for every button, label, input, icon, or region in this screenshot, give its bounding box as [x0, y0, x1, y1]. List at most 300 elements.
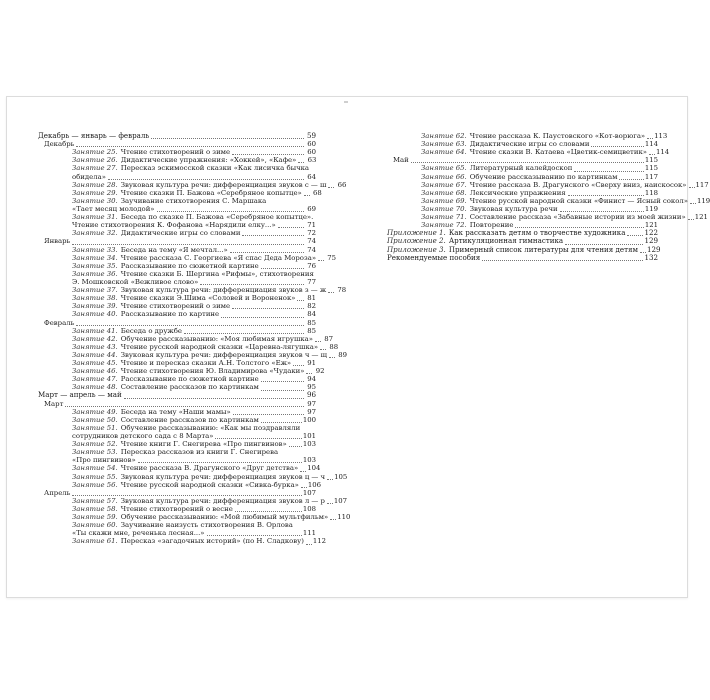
toc-leader-dots [72, 494, 301, 496]
toc-entry-title: Повторение [469, 221, 514, 230]
toc-entry-title: обидела» [72, 172, 106, 181]
toc-entry-title: Чтение рассказа С. Георгиева «Я спас Деда Мороза» [120, 253, 317, 262]
toc-page-number: 88 [329, 342, 339, 351]
toc-entry-title: Чтение рассказа К. Паустовского «Кот-ворюга» [469, 131, 646, 140]
toc-leader-dots [215, 437, 301, 439]
toc-entry [38, 213, 316, 221]
toc-page-number: 68 [312, 188, 322, 197]
toc-entry [38, 205, 316, 213]
toc-leader-dots [233, 413, 304, 415]
toc-page-number: 85 [307, 318, 316, 327]
toc-entry-number: Занятие 42. [72, 334, 118, 343]
toc-entry [387, 156, 658, 164]
toc-entry-number: Занятие 65. [421, 164, 467, 173]
toc-page-number: 115 [644, 164, 658, 173]
toc-leader-dots [221, 316, 304, 318]
toc-entry [38, 334, 334, 343]
toc-entry-title: Пересказ «загадочных историй» (по Н. Сладкову) [120, 537, 304, 546]
toc-entry-title: Чтение стихотворений о зиме [120, 148, 231, 157]
toc-entry [38, 302, 316, 310]
toc-left-column [38, 130, 351, 546]
toc-entry [387, 140, 658, 148]
toc-page-number: 111 [302, 529, 316, 538]
toc-page-number: 74 [307, 237, 316, 246]
toc-entry [38, 400, 316, 408]
toc-entry-number: Занятие 54. [72, 464, 118, 473]
toc-leader-dots [108, 178, 304, 180]
toc-page-number: 121 [644, 221, 658, 230]
toc-entry [38, 408, 316, 416]
toc-entry [38, 180, 347, 189]
toc-entry [38, 521, 316, 529]
toc-page-number: 74 [307, 245, 316, 254]
toc-entry-title: Чтение сказки В. Катаева «Цветик-семицветик» [469, 148, 647, 157]
toc-entry-title: Обучение рассказыванию: «Как мы поздравляли [120, 423, 301, 432]
toc-leader-dots [591, 145, 643, 147]
toc-leader-dots [76, 324, 304, 326]
toc-entry-number: Занятие 62. [421, 131, 467, 140]
toc-page-number: 110 [337, 513, 351, 522]
toc-entry-number: Занятие 43. [72, 342, 118, 351]
toc-entry-title: Беседа по сказке П. Бажова «Серебряное копытце». [120, 213, 314, 222]
toc-page-number: 91 [307, 359, 316, 368]
toc-entry-title: Чтение стихотворения Ю. Владимирова «Чудаки» [120, 367, 305, 376]
toc-entry-number: Занятие 44. [72, 350, 118, 359]
toc-entry [38, 489, 316, 497]
toc-entry-title: Э. Мошковской «Вежливое слово» [72, 277, 199, 286]
toc-page-number: 60 [307, 140, 316, 149]
toc-entry-title: Звуковая культура речи: дифференциация звуков л — р [120, 496, 325, 505]
toc-leader-dots [568, 194, 644, 196]
toc-entry-number: Занятие 26. [72, 156, 118, 165]
toc-leader-dots [261, 267, 304, 269]
toc-entry [38, 440, 316, 448]
toc-leader-dots [560, 210, 644, 212]
toc-entry [38, 375, 316, 383]
toc-leader-dots [232, 153, 304, 155]
toc-entry-number: Занятие 48. [72, 383, 118, 392]
toc-entry [38, 286, 347, 295]
toc-entry-title: Звуковая культура речи: дифференциация звуков ч — щ [120, 350, 328, 359]
toc-entry-number: Занятие 32. [72, 229, 118, 238]
toc-right-column [387, 131, 710, 262]
toc-entry [38, 164, 316, 172]
toc-entry-title: Лексические упражнения [469, 188, 566, 197]
toc-page-number: 63 [307, 156, 317, 165]
toc-entry [38, 392, 316, 400]
toc-entry [38, 496, 348, 505]
toc-page-number: 119 [696, 196, 710, 205]
toc-page-number: 104 [307, 464, 321, 473]
toc-leader-dots [482, 259, 643, 261]
toc-page-number: 71 [307, 221, 316, 230]
toc-entry-number: Занятие 51. [72, 423, 118, 432]
toc-page-number: 117 [644, 172, 658, 181]
toc-entry [38, 537, 327, 546]
toc-leader-dots [689, 186, 695, 188]
toc-page-number: 121 [694, 213, 708, 222]
toc-entry [387, 254, 658, 262]
toc-entry-number: Занятие 63. [421, 140, 467, 149]
toc-entry-title: «Ты скажи мне, реченька лесная...» [72, 529, 205, 538]
toc-entry-title: Беседа о дружбе [120, 326, 182, 335]
toc-entry-title: Декабрь [44, 140, 75, 149]
toc-entry [38, 253, 337, 262]
toc-entry [387, 189, 658, 197]
toc-entry-title: Рассказывание по картине [120, 310, 220, 319]
page-top-marker [344, 101, 348, 103]
toc-entry [38, 416, 316, 424]
toc-leader-dots [619, 178, 643, 180]
toc-entry-title: Чтение стихотворений о весне [120, 505, 233, 514]
toc-entry-number: Занятие 31. [72, 213, 118, 222]
toc-page-number: 89 [338, 350, 348, 359]
toc-entry-number: Занятие 72. [421, 221, 467, 230]
toc-entry-number: Занятие 71. [421, 213, 467, 222]
toc-entry-number: Занятие 68. [421, 188, 467, 197]
toc-page-number: 107 [302, 488, 316, 497]
toc-leader-dots [200, 283, 304, 285]
toc-entry-number: Занятие 58. [72, 505, 118, 514]
toc-page-number: 60 [307, 148, 316, 157]
toc-page-number: 72 [307, 229, 316, 238]
toc-entry [38, 156, 316, 164]
toc-entry-title: Апрель [44, 488, 71, 497]
toc-entry [38, 278, 316, 286]
toc-leader-dots [647, 137, 653, 139]
toc-entry-title: Чтение русской народной сказки «Сивка-бурка» [120, 480, 299, 489]
toc-entry [38, 342, 339, 351]
toc-entry-title: Как рассказать детям о творчестве художника [448, 228, 626, 238]
toc-entry [38, 480, 322, 489]
toc-page-number: 94 [307, 375, 316, 384]
toc-page-number: 117 [695, 180, 709, 189]
toc-page-number: 114 [655, 148, 670, 157]
toc-leader-dots [261, 380, 304, 382]
toc-leader-dots [327, 502, 333, 504]
toc-entry-number: Занятие 39. [72, 302, 118, 311]
toc-entry-number: Занятие 36. [72, 269, 118, 278]
toc-entry [38, 513, 351, 522]
toc-entry-title: «Про пингвинов» [72, 456, 136, 465]
toc-entry-title: Обучение рассказыванию: «Мой любимый мультфильм» [120, 513, 329, 522]
toc-entry [38, 432, 316, 440]
toc-entry [38, 456, 316, 464]
toc-entry [387, 196, 710, 205]
toc-page-number: 81 [307, 294, 316, 303]
toc-entry [38, 132, 316, 140]
toc-entry [387, 205, 658, 213]
toc-leader-dots [411, 161, 644, 163]
toc-leader-dots [293, 364, 304, 366]
toc-entry-number: Занятие 69. [421, 196, 467, 205]
toc-entry [38, 294, 316, 302]
toc-entry-title: Звуковая культура речи: дифференциация звуков ц — ч [120, 472, 326, 481]
toc-page-number: 66 [337, 180, 347, 189]
toc-entry-title: Чтение сказки Э.Шима «Соловей и Вороненок» [120, 294, 296, 303]
toc-entry [387, 180, 709, 189]
toc-leader-dots [138, 461, 302, 463]
toc-entry-title: Составление рассказов по картинкам [120, 383, 259, 392]
toc-entry [38, 359, 316, 367]
toc-entry-number: Занятие 50. [72, 415, 118, 424]
toc-entry [387, 131, 668, 140]
toc-entry-number: Занятие 33. [72, 245, 118, 254]
toc-leader-dots [261, 421, 302, 423]
toc-leader-dots [329, 356, 335, 358]
toc-entry-title: Январь [44, 237, 71, 246]
toc-entry-title: Дидактические упражнения: «Хоккей», «Кафе» [120, 156, 297, 165]
toc-entry-title: Звуковая культура речи: дифференциация звуков с — ш [120, 180, 327, 189]
toc-leader-dots [157, 210, 305, 212]
toc-page-number: 95 [307, 383, 316, 392]
toc-entry-number: Занятие 45. [72, 359, 118, 368]
toc-entry-title: Заучивание стихотворения С. Маршака [120, 196, 267, 205]
toc-entry-title: Чтение стихотворения К. Фофанова «Нарядили елку...» [72, 221, 276, 230]
toc-page-number: 69 [307, 204, 316, 213]
toc-leader-dots [232, 307, 304, 309]
toc-leader-dots [301, 486, 307, 488]
toc-entry-number: Занятие 30. [72, 196, 118, 205]
toc-entry-title: Чтение рассказа В. Драгунского «Сверху вниз, наискосок» [469, 180, 687, 189]
toc-leader-dots [242, 234, 304, 236]
toc-entry-number: Занятие 60. [72, 521, 118, 530]
toc-page-number: 113 [654, 131, 668, 140]
toc-entry [38, 229, 316, 237]
toc-entry-number: Занятие 66. [421, 172, 467, 181]
toc-entry-title: Чтение сказки Б. Шергина «Рифмы», стихотворения [120, 269, 314, 278]
toc-entry-title: Март — апрель — май [38, 390, 122, 400]
toc-leader-dots [261, 389, 304, 391]
toc-entry-title: «Тает месяц молодой» [72, 204, 155, 213]
toc-page-number: 118 [644, 188, 658, 197]
toc-entry-title: Литературный калейдоскоп [469, 164, 573, 173]
toc-entry-number: Занятие 55. [72, 472, 118, 481]
toc-leader-dots [278, 226, 304, 228]
toc-entry [38, 148, 316, 156]
toc-page-number: 92 [315, 367, 325, 376]
toc-entry-title: Беседа на тему «Я мечтал...» [120, 245, 228, 254]
toc-leader-dots [690, 202, 696, 204]
toc-leader-dots [72, 243, 304, 245]
toc-entry-number: Занятие 27. [72, 164, 118, 173]
toc-entry [38, 529, 316, 537]
toc-entry-number: Занятие 52. [72, 440, 118, 449]
toc-leader-dots [328, 186, 334, 188]
toc-entry-title: Составление рассказов по картинкам [120, 415, 259, 424]
toc-entry [38, 327, 316, 335]
toc-entry-title: Заучивание наизусть стихотворения В. Орлова [120, 521, 293, 530]
toc-leader-dots [65, 405, 304, 407]
toc-entry [38, 173, 316, 181]
toc-entry-title: Составление рассказа «Забавные истории из моей жизни» [469, 213, 686, 222]
toc-page-number: 115 [644, 156, 658, 165]
toc-entry-number: Занятие 53. [72, 448, 118, 457]
toc-entry [38, 237, 316, 245]
toc-page-number: 64 [307, 172, 316, 181]
toc-page-number: 108 [302, 505, 316, 514]
toc-entry [387, 148, 670, 157]
toc-entry [387, 213, 708, 222]
toc-leader-dots [574, 170, 643, 172]
toc-leader-dots [151, 137, 304, 139]
toc-entry-number: Занятие 64. [421, 148, 467, 157]
toc-entry-title: Звуковая культура речи [469, 204, 558, 213]
toc-page-number: 114 [644, 140, 658, 149]
toc-entry [38, 424, 316, 432]
toc-entry-title: Рекомендуемые пособия [387, 252, 481, 262]
toc-page-number: 78 [337, 286, 347, 295]
toc-entry [38, 221, 316, 229]
toc-entry-number: Занятие 34. [72, 253, 118, 262]
toc-entry-title: Дидактические игры со словами [120, 229, 241, 238]
toc-entry [38, 262, 316, 270]
toc-entry-title: Чтение русской народной сказки «Финист — Ясный сокол» [469, 196, 688, 205]
toc-entry-title: Май [393, 156, 409, 165]
toc-leader-dots [304, 194, 310, 196]
toc-entry-title: Беседа на тему «Наши мамы» [120, 407, 231, 416]
toc-page-number: 119 [644, 204, 658, 213]
toc-entry-title: Март [44, 399, 64, 408]
toc-entry [38, 188, 322, 197]
toc-entry [387, 173, 658, 181]
toc-page-number: 107 [333, 496, 348, 505]
toc-entry-number: Приложение 3. [387, 244, 446, 254]
toc-entry-title: Обучение рассказыванию по картинкам [469, 172, 618, 181]
toc-entry [38, 472, 348, 481]
toc-page-number: 132 [644, 252, 658, 262]
toc-page-number: 122 [644, 228, 658, 238]
toc-entry [38, 270, 316, 278]
toc-page-number: 87 [324, 334, 334, 343]
toc-entry-title: Звуковая культура речи: дифференциация звуков з — ж [120, 286, 327, 295]
toc-entry-title: Обучение рассказыванию: «Моя любимая игрушка» [120, 334, 314, 343]
toc-entry [38, 505, 316, 513]
toc-leader-dots [627, 234, 643, 236]
toc-leader-dots [306, 543, 312, 545]
toc-entry-number: Занятие 67. [421, 180, 467, 189]
toc-entry-number: Занятие 56. [72, 480, 118, 489]
toc-entry-title: Артикуляционная гимнастика [448, 236, 564, 246]
toc-entry-number: Занятие 35. [72, 261, 118, 270]
toc-entry-number: Занятие 61. [72, 537, 118, 546]
toc-entry-title: Декабрь — январь — февраль [38, 130, 150, 140]
toc-entry [38, 367, 325, 376]
toc-entry-number: Занятие 38. [72, 294, 118, 303]
toc-leader-dots [330, 518, 336, 520]
toc-entry-title: Чтение сказки П. Бажова «Серебряное копытце» [120, 188, 302, 197]
toc-leader-dots [306, 372, 312, 374]
toc-leader-dots [184, 332, 304, 334]
toc-entry-title: Дидактические игры со словами [469, 140, 590, 149]
toc-leader-dots [327, 478, 333, 480]
toc-entry-number: Приложение 2. [387, 236, 446, 246]
toc-page-number: 103 [302, 456, 316, 465]
toc-entry-number: Занятие 29. [72, 188, 118, 197]
toc-leader-dots [76, 145, 304, 147]
toc-entry [38, 319, 316, 327]
toc-page-number: 96 [306, 390, 316, 400]
toc-leader-dots [300, 470, 306, 472]
toc-page-number: 101 [302, 432, 316, 441]
toc-entry-number: Занятие 37. [72, 286, 118, 295]
toc-entry-title: сотрудников детского сада с 8 Марта» [72, 432, 214, 441]
toc-entry-title: Чтение и пересказ сказки А.Н. Толстого «Еж» [120, 359, 292, 368]
toc-page-number: 82 [307, 302, 316, 311]
toc-leader-dots [320, 348, 326, 350]
toc-entry [38, 350, 348, 359]
toc-entry [38, 197, 316, 205]
toc-entry-number: Занятие 59. [72, 513, 118, 522]
toc-leader-dots [315, 340, 321, 342]
toc-page-number: 77 [307, 277, 316, 286]
toc-entry-number: Занятие 28. [72, 180, 118, 189]
toc-page-number: 129 [644, 236, 658, 246]
toc-page-number: 59 [306, 130, 316, 140]
toc-entry-title: Чтение книги Г. Снегирева «Про пингвинов» [120, 440, 287, 449]
toc-page-number: 106 [307, 480, 322, 489]
toc-entry-title: Февраль [44, 318, 75, 327]
toc-leader-dots [207, 534, 302, 536]
toc-entry [38, 140, 316, 148]
toc-page-number: 97 [307, 399, 316, 408]
toc-entry-number: Занятие 41. [72, 326, 118, 335]
toc-entry [38, 464, 321, 473]
toc-entry-title: Чтение стихотворений о зиме [120, 302, 231, 311]
toc-entry [38, 246, 316, 254]
toc-page-number: 100 [302, 415, 316, 424]
toc-page-number: 112 [312, 537, 327, 546]
toc-entry-number: Приложение 1. [387, 228, 446, 238]
toc-entry [387, 164, 658, 172]
toc-page-number: 75 [327, 253, 337, 262]
toc-entry [38, 310, 316, 318]
toc-entry-number: Занятие 40. [72, 310, 118, 319]
toc-entry-number: Занятие 25. [72, 148, 118, 157]
toc-leader-dots [230, 251, 304, 253]
toc-page-number: 76 [307, 261, 316, 270]
toc-entry-number: Занятие 57. [72, 496, 118, 505]
toc-entry-title: Примерный список литературы для чтения детям [448, 244, 638, 254]
toc-entry-title: Пересказ эскимосской сказки «Как лисичка бычка [120, 164, 310, 173]
toc-leader-dots [235, 510, 302, 512]
toc-entry-number: Занятие 49. [72, 407, 118, 416]
toc-page-number: 129 [647, 244, 661, 254]
toc-entry-number: Занятие 46. [72, 367, 118, 376]
toc-page-number: 85 [307, 326, 316, 335]
toc-page-number: 97 [307, 407, 316, 416]
toc-entry-title: Чтение русской народной сказки «Царевна-лягушка» [120, 342, 319, 351]
toc-leader-dots [298, 161, 304, 163]
toc-entry-title: Рассказывание по сюжетной картине [120, 261, 259, 270]
toc-page-number: 84 [307, 310, 316, 319]
toc-leader-dots [318, 259, 324, 261]
toc-leader-dots [297, 299, 304, 301]
toc-entry-title: Чтение рассказа В. Драгунского «Друг детства» [120, 464, 299, 473]
toc-page-number: 103 [302, 440, 316, 449]
toc-leader-dots [649, 153, 655, 155]
toc-entry-number: Занятие 47. [72, 375, 118, 384]
toc-leader-dots [289, 445, 302, 447]
toc-entry-number: Занятие 70. [421, 204, 467, 213]
toc-entry-title: Пересказ рассказов из книги Г. Снегирева [120, 448, 279, 457]
toc-leader-dots [124, 397, 304, 399]
toc-leader-dots [688, 218, 694, 220]
toc-page-number: 105 [334, 472, 348, 481]
toc-entry [38, 448, 316, 456]
toc-entry-title: Рассказывание по сюжетной картине [120, 375, 259, 384]
toc-leader-dots [328, 291, 334, 293]
